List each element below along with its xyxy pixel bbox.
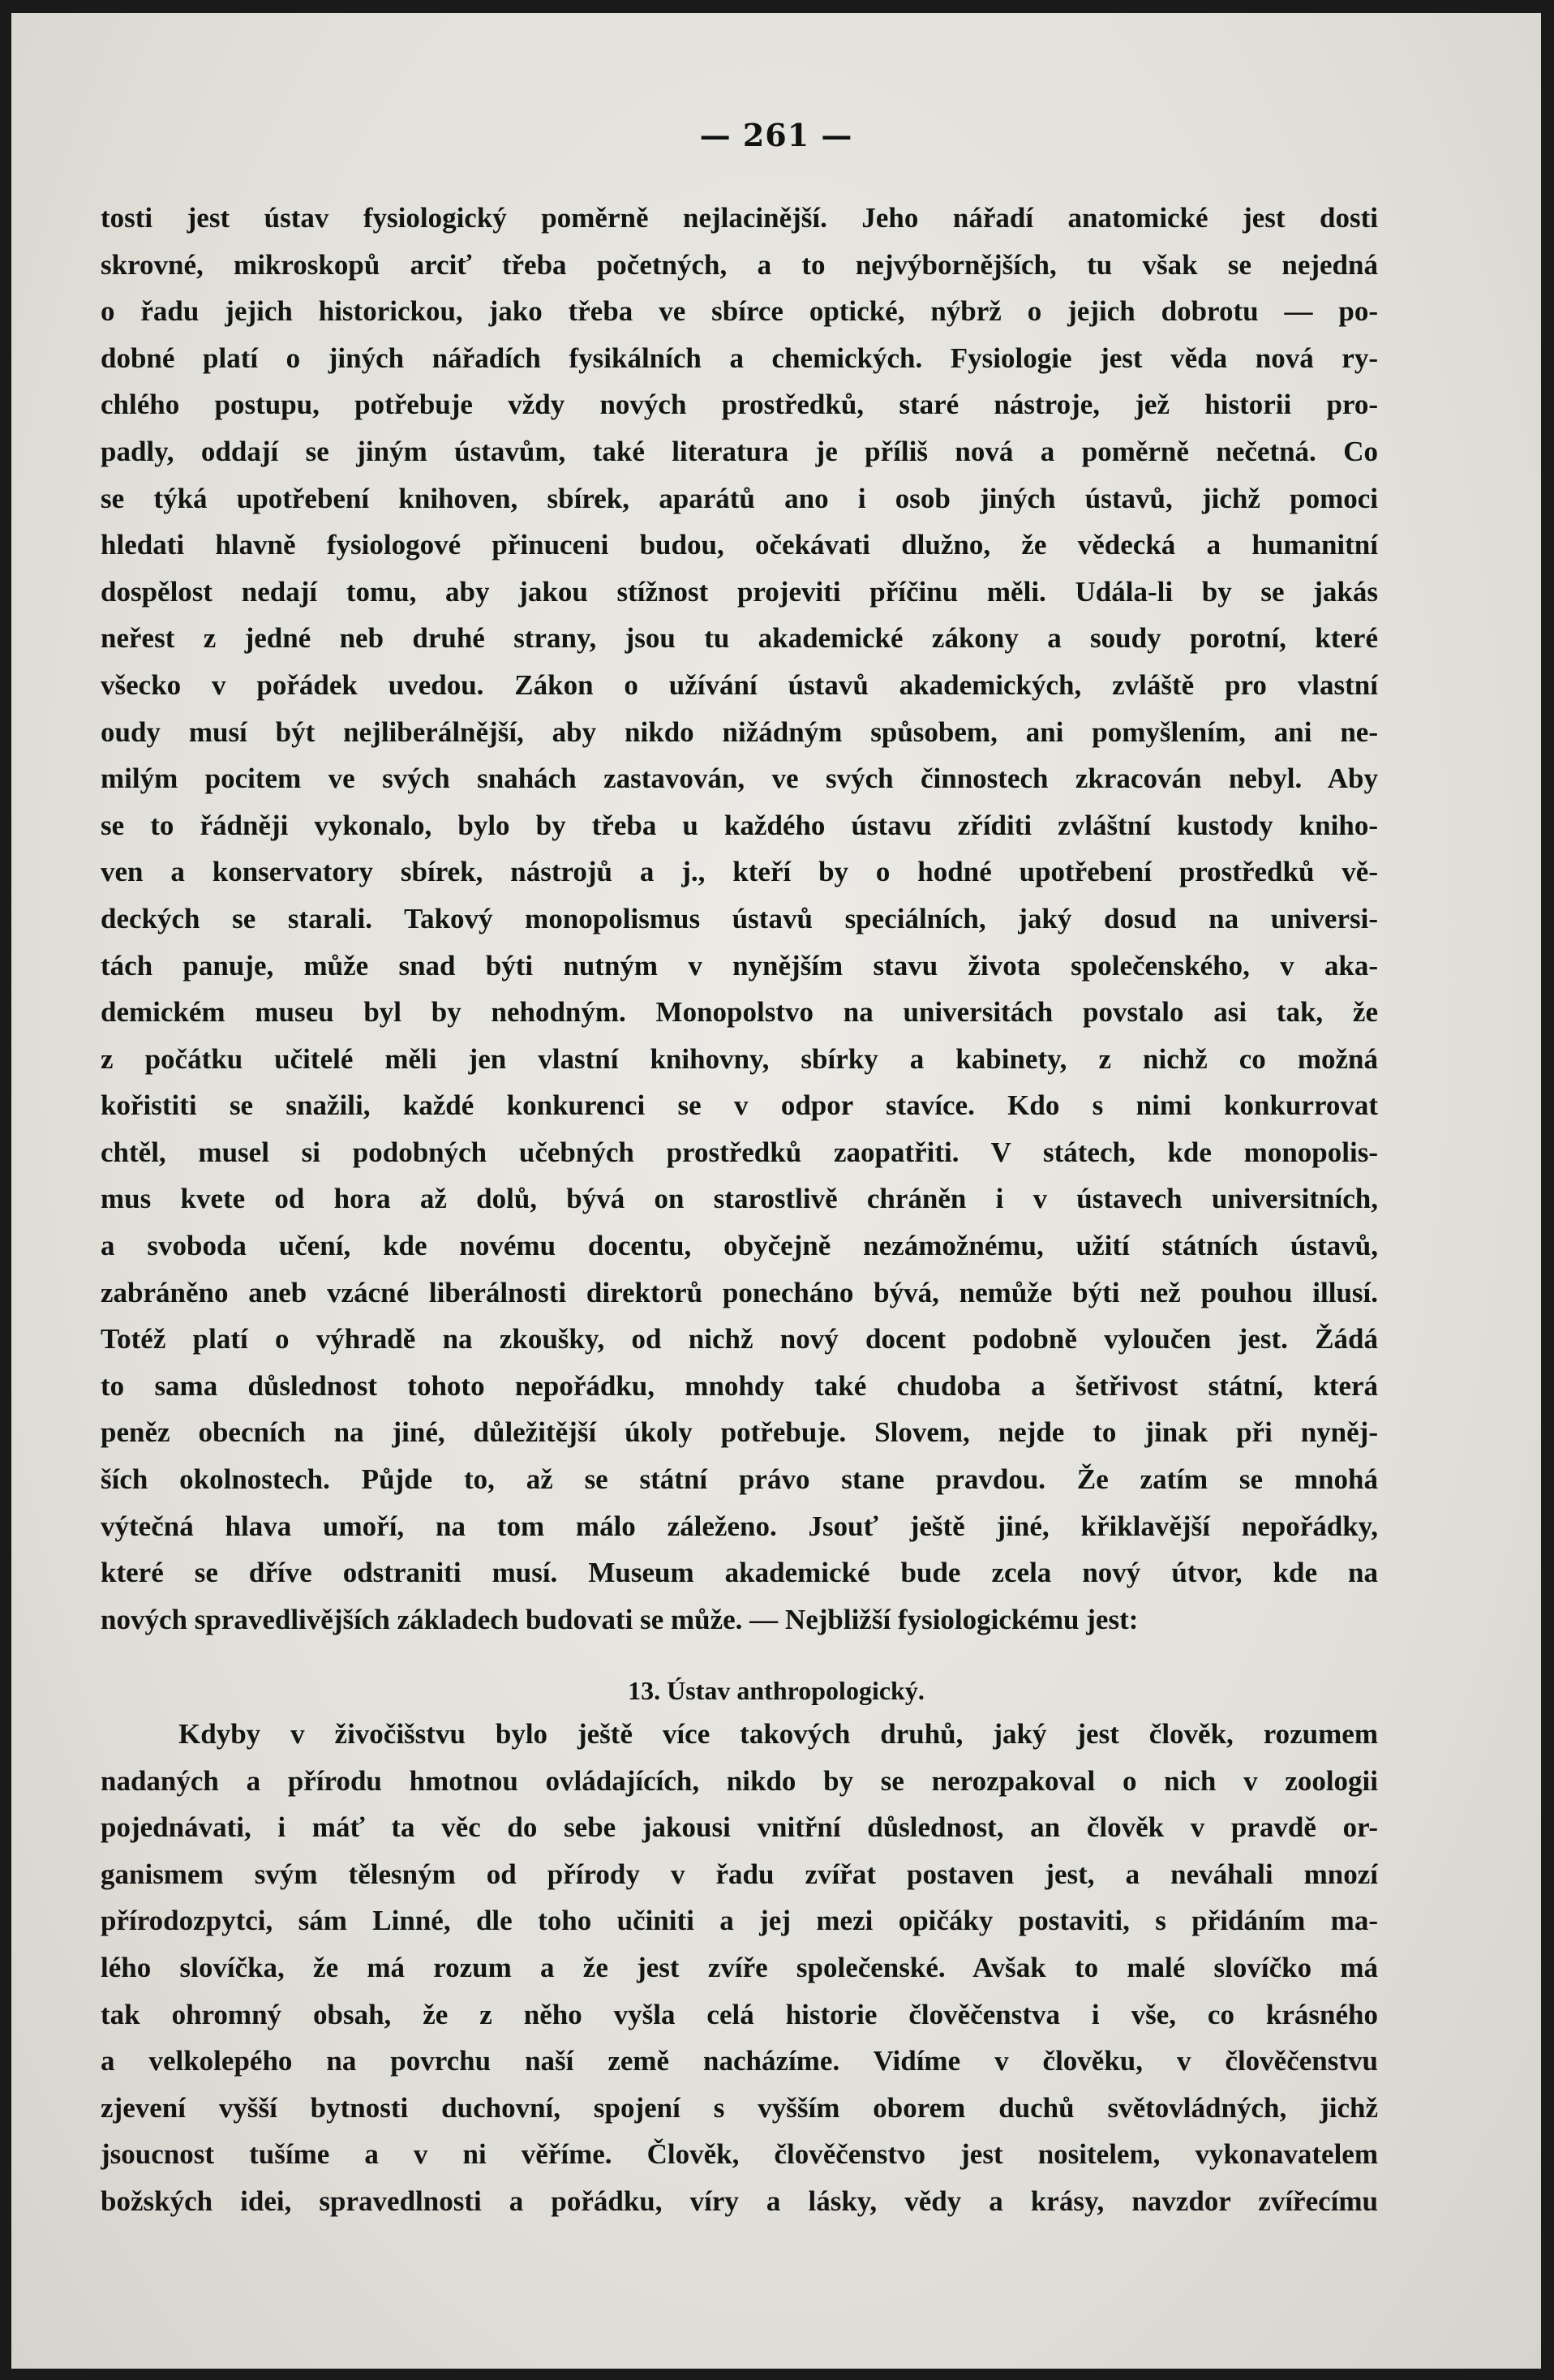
text-line: kořistiti se snažili, každé konkurenci se v odpor stavíce. Kdo s nimi konkurrovat (101, 1089, 1378, 1122)
page-number: — 261 — (699, 117, 853, 153)
text-line: ven a konservatory sbírek, nástrojů a j., kteří by o hodné upotřebení prostředků vě- (101, 856, 1378, 888)
text-line: pojednávati, i máť ta věc do sebe jakousi vnitřní důslednost, an člověk v pravdě or- (101, 1811, 1378, 1844)
text-line: to sama důslednost tohoto nepořádku, mnohdy také chudoba a šetřivost státní, která (101, 1369, 1378, 1402)
text-line: nadaných a přírodu hmotnou ovládajících, nikdo by se nerozpakoval o nich v zoologii (101, 1764, 1378, 1797)
text-line: nových spravedlivějších základech budovati se může. — Nejbližší fysiologickému jest: (101, 1603, 1139, 1635)
text-line: chlého postupu, potřebuje vždy nových prostředků, staré nástroje, jež historii pro- (101, 389, 1378, 421)
text-line: mus kvete od hora až dolů, bývá on starostlivě chráněn i v ústavech universitních, (101, 1183, 1378, 1215)
paragraph-1 (101, 195, 1378, 1643)
text-line: o řadu jejich historickou, jako třeba ve sbírce optické, nýbrž o jejich dobrotu — po- (101, 295, 1378, 328)
text-line: ších okolnostech. Půjde to, až se státní právo stane pravdou. Že zatím se mnohá (101, 1463, 1378, 1496)
text-line: a velkolepého na povrchu naší země nacházíme. Vidíme v člověku, v člověčenstvu (101, 2045, 1378, 2077)
text-line: zabráněno aneb vzácné liberálnosti direktorů ponecháno bývá, nemůže býti než pouhou illusí. (101, 1276, 1378, 1308)
text-line: tách panuje, může snad býti nutným v nynějším stavu života společenského, v aka- (101, 949, 1378, 982)
text-line: se týká upotřebení knihoven, sbírek, aparátů ano i osob jiných ústavů, jichž pomoci (101, 482, 1378, 514)
text-line: všecko v pořádek uvedou. Zákon o užívání ústavů akademických, zvláště pro vlastní (101, 668, 1378, 701)
text-line: milým pocitem ve svých snahách zastavován, ve svých činnostech zkracován nebyl. Aby (101, 763, 1378, 795)
text-line: které se dříve odstraniti musí. Museum akademické bude zcela nový útvor, kde na (101, 1557, 1378, 1589)
section-heading: 13. Ústav anthropologický. (628, 1676, 925, 1705)
text-line: padly, oddají se jiným ústavům, také literatura je příliš nová a poměrně nečetná. Co (101, 435, 1378, 467)
text-line: chtěl, musel si podobných učebných prostředků zaopatřiti. V státech, kde monopolis- (101, 1136, 1378, 1168)
text-line: božských idei, spravedlnosti a pořádku, víry a lásky, vědy a krásy, navzdor zvířecímu (101, 2185, 1378, 2217)
text-line: lého slovíčka, že má rozum a že jest zvíře společenské. Avšak to malé slovíčko má (101, 1951, 1378, 1983)
text-line: dospělost nedají tomu, aby jakou stížnost projeviti příčinu měli. Udála-li by se jakás (101, 575, 1378, 608)
text-line: dobné platí o jiných nářadích fysikálních a chemických. Fysiologie jest věda nová ry- (101, 342, 1378, 374)
text-line: deckých se starali. Takový monopolismus ústavů speciálních, jaký dosud na universi- (101, 902, 1378, 934)
text-line: a svoboda učení, kde novému docentu, obyčejně nezámožnému, užití státních ústavů, (101, 1230, 1378, 1262)
text-line: skrovné, mikroskopů arciť třeba početných, a to nejvýbornějších, tu však se nejedná (101, 248, 1378, 281)
text-line: jsoucnost tušíme a v ni věříme. Člověk, člověčenstvo jest nositelem, vykonavatelem (101, 2138, 1378, 2171)
text-line: demickém museu byl by nehodným. Monopolstvo na universitách povstalo asi tak, že (101, 996, 1378, 1029)
text-line: výtečná hlava umoří, na tom málo záleženo. Jsouť ještě jiné, křiklavější nepořádky, (101, 1510, 1378, 1542)
text-line: se to řádněji vykonalo, bylo by třeba u každého ústavu zříditi zvláštní kustody kniho- (101, 809, 1378, 841)
book-page (11, 13, 1541, 2369)
paragraph-2 (101, 1711, 1378, 2225)
text-line: peněz obecních na jiné, důležitější úkoly potřebuje. Slovem, nejde to jinak při nyněj- (101, 1416, 1378, 1449)
text-line: tak ohromný obsah, že z něho vyšla celá historie člověčenstva i vše, co krásného (101, 1998, 1378, 2030)
text-line: oudy musí být nejliberálnější, aby nikdo nižádným spůsobem, ani pomyšlením, ani ne- (101, 715, 1378, 748)
text-line: přírodozpytci, sám Linné, dle toho učiniti a jej mezi opičáky postaviti, s přidáním ma- (101, 1905, 1378, 1937)
text-line: ganismem svým tělesným od přírody v řadu zvířat postaven jest, a neváhali mnozí (101, 1858, 1378, 1890)
text-line: neřest z jedné neb druhé strany, jsou tu akademické zákony a soudy porotní, které (101, 622, 1378, 655)
text-line: Totéž platí o výhradě na zkoušky, od nichž nový docent podobně vyloučen jest. Žádá (101, 1323, 1378, 1355)
text-line: hledati hlavně fysiologové přinuceni budou, očekávati dlužno, že vědecká a humanitní (101, 529, 1378, 561)
text-line: Kdyby v živočišstvu bylo ještě více takových druhů, jaký jest člověk, rozumem (178, 1718, 1378, 1750)
text-line: tosti jest ústav fysiologický poměrně nejlacinější. Jeho nářadí anatomické jest dosti (101, 202, 1378, 234)
text-line: z počátku učitelé měli jen vlastní knihovny, sbírky a kabinety, z nichž co možná (101, 1042, 1378, 1075)
text-line: zjevení vyšší bytnosti duchovní, spojení s vyšším oborem duchů světovládných, jichž (101, 2091, 1378, 2124)
